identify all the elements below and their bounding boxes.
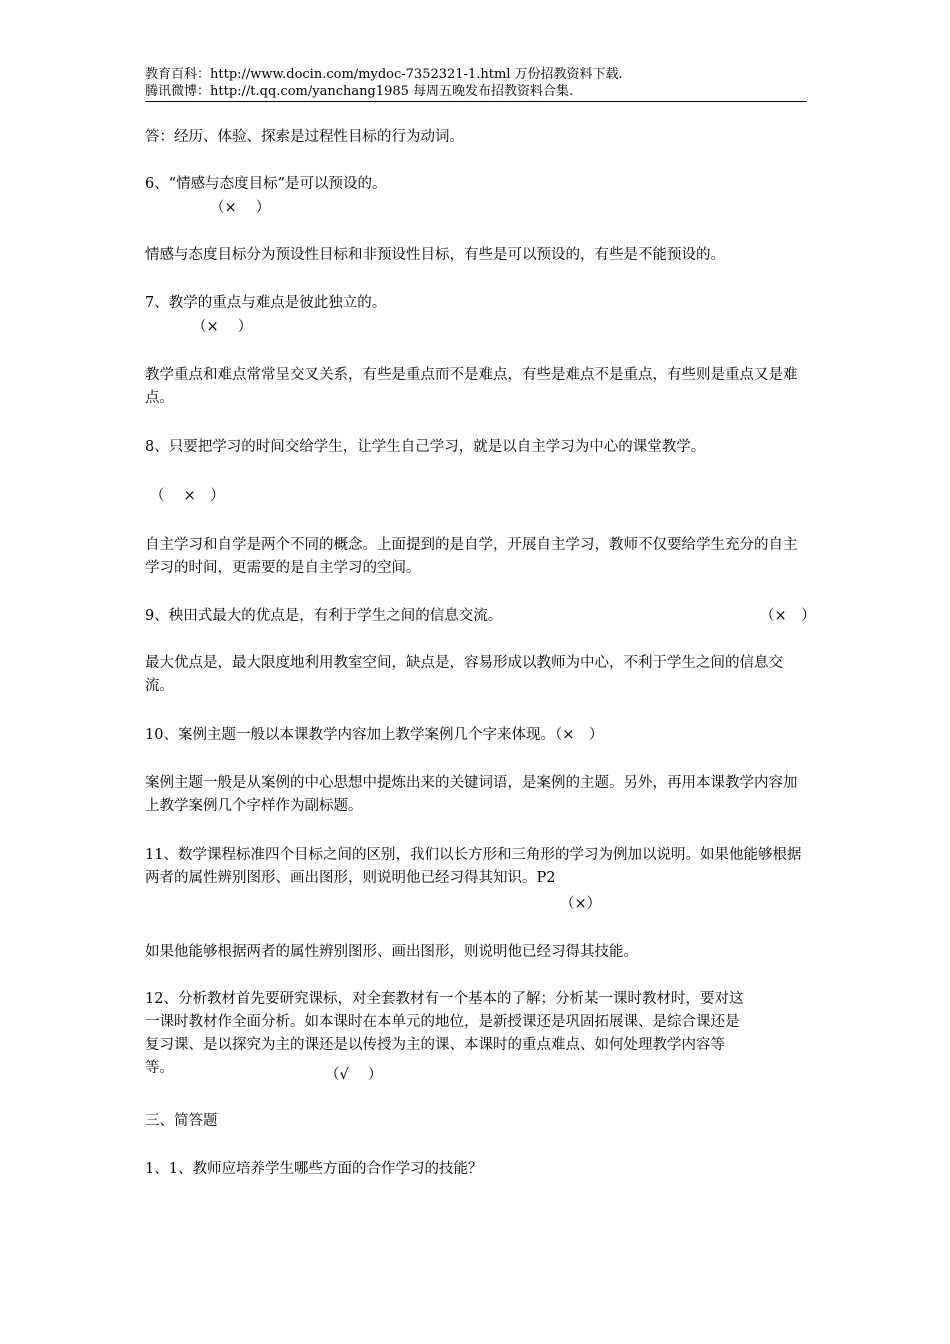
question-11: 11、数学课程标准四个目标之间的区别，我们以长方形和三角形的学习为例加以说明。如果他能够根据两者的属性辨别图形、画出图形，则说明他已经习得其知识。P2 bbox=[145, 847, 802, 886]
question-6-mark: （× ） bbox=[210, 200, 271, 216]
answer-6: 情感与态度目标分为预设性目标和非预设性目标，有些是可以预设的，有些是不能预设的。 bbox=[145, 247, 725, 263]
question-10: 10、案例主题一般以本课教学内容加上教学案例几个字来体现。（× ） bbox=[145, 727, 604, 743]
question-9: 9、秧田式最大的优点是，有利于学生之间的信息交流。 bbox=[145, 608, 503, 624]
answer-9: 最大优点是，最大限度地利用教室空间，缺点是，容易形成以教师为中心，不利于学生之间的信息交流。 bbox=[145, 655, 783, 694]
answer-10: 案例主题一般是从案例的中心思想中提炼出来的关键词语，是案例的主题。另外，再用本课教学内容加上教学案例几个字样作为副标题。 bbox=[145, 775, 798, 814]
question-9-mark: （× ） bbox=[760, 608, 816, 624]
section-3-heading: 三、简答题 bbox=[145, 1113, 218, 1129]
header-line-2: 腾讯微博：http://t.qq.com/yanchang1985 每周五晚发布招教资料合集. bbox=[145, 84, 574, 99]
answer-7: 教学重点和难点常常呈交叉关系，有些是重点而不是难点，有些是难点不是重点，有些则是重点又是难点。 bbox=[145, 367, 798, 406]
question-12: 12、分析教材首先要研究课标，对全套教材有一个基本的了解；分析某一课时教材时，要对这一课时教材作全面分析。如本课时在本单元的地位，是新授课还是巩固拓展课、是综合课还是复习课、是以探究为主的课还是以传授为主的课、本课时的重点难点、如何处理教学内容等等。 bbox=[145, 991, 744, 1076]
question-11-mark: （×） bbox=[560, 896, 602, 912]
question-6: 6、“情感与态度目标”是可以预设的。 bbox=[145, 176, 387, 192]
page-header bbox=[145, 66, 807, 102]
question-12-mark: （√ ） bbox=[325, 1067, 383, 1083]
question-7-mark: （× ） bbox=[192, 319, 253, 335]
answer-11: 如果他能够根据两者的属性辨别图形、画出图形，则说明他已经习得其技能。 bbox=[145, 944, 638, 960]
answer-8: 自主学习和自学是两个不同的概念。上面提到的是自学，开展自主学习，教师不仅要给学生充分的自主学习的时间，更需要的是自主学习的空间。 bbox=[145, 537, 798, 576]
header-line-1: 教育百科：http://www.docin.com/mydoc-7352321-1.html 万份招教资料下载. bbox=[145, 67, 623, 82]
question-8-mark: （ × ） bbox=[150, 488, 225, 504]
question-7: 7、教学的重点与难点是彼此独立的。 bbox=[145, 295, 387, 311]
question-8: 8、只要把学习的时间交给学生，让学生自己学习，就是以自主学习为中心的课堂教学。 bbox=[145, 439, 706, 455]
section-3-question-1: 1、1、教师应培养学生哪些方面的合作学习的技能？ bbox=[145, 1161, 483, 1177]
answer-5: 答：经历、体验、探索是过程性目标的行为动词。 bbox=[145, 129, 464, 145]
